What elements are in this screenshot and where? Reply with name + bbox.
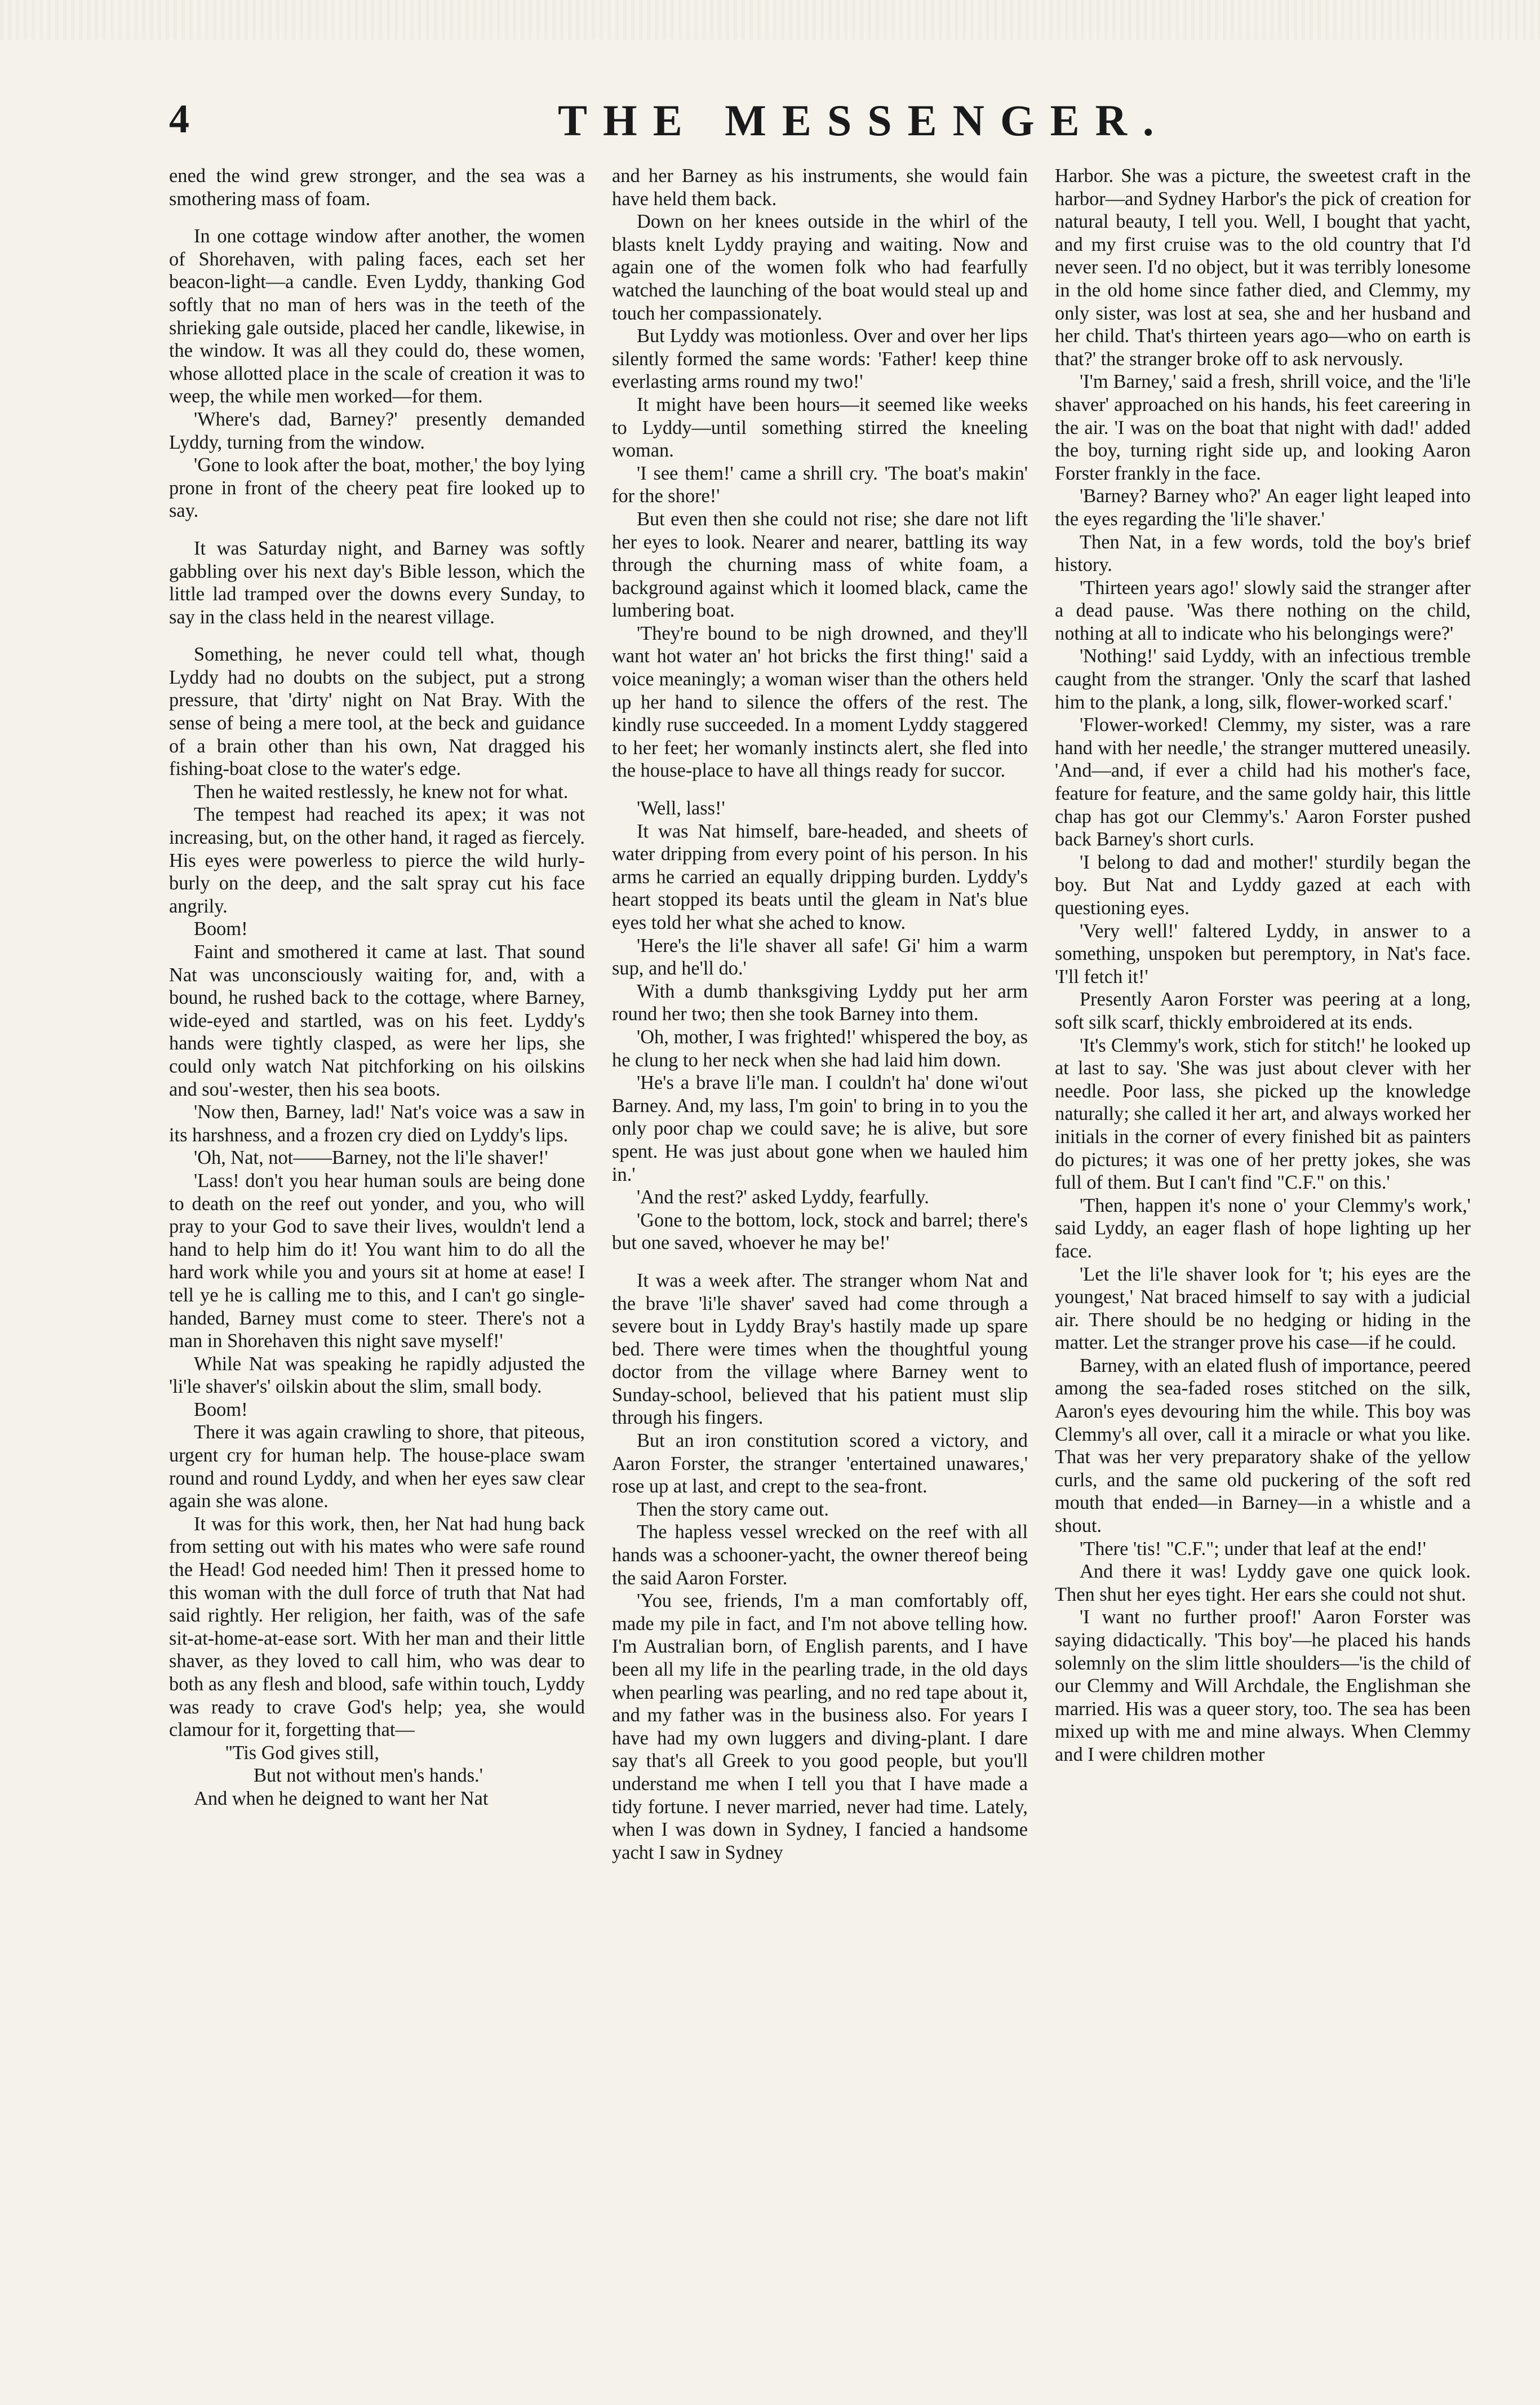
article-paragraph: 'Gone to the bottom, lock, stock and barrel; there's but one saved, whoever he may be!' [612,1209,1028,1254]
article-paragraph: 'Well, lass!' [637,798,725,820]
paper-title: THE MESSENGER. [558,96,1170,145]
article-paragraph: In one cottage window after another, the women of Shorehaven, with paling faces, each set her beacon-light—a candle. Even Lyddy, thanking God softly that no man of hers was in the teeth of the shrieking gale outside, placed her candle, likewise, in the window. It was all they could do, these women, whose allotted place in the scale of creation it was to weep, the while men worked—for them. [169,225,585,408]
article-paragraph: Harbor. She was a picture, the sweetest craft in the harbor—and Sydney Harbor's the pick of creation for natural beauty, I tell you. Well, I bought that yacht, and my first cruise was to the old country that I'd never seen. I'd no object, but it was terribly lonesome in the old home since father died, and Clemmy, my only sister, was lost at sea, she and her husband and her child. That's thirteen years ago—who on earth is that?' the stranger broke off to ask nervously. [1055,165,1471,370]
article-paragraph: It might have been hours—it seemed like weeks to Lyddy—until something stirred the kneeling woman. [612,393,1028,462]
article-paragraph: 'Oh, Nat, not——Barney, not the li'le shaver!' [194,1147,548,1169]
article-paragraph: 'Here's the li'le shaver all safe! Gi' him a warm sup, and he'll do.' [612,934,1028,980]
article-paragraph: Presently Aaron Forster was peering at a long, soft silk scarf, thickly embroidered at its ends. [1055,989,1471,1033]
article-paragraph: But an iron constitution scored a victory, and Aaron Forster, the stranger 'entertained unawares,' rose up at last, and crept to the sea-front. [612,1430,1028,1498]
article-paragraph: and her Barney as his instruments, she would fain have held them back. [612,165,1028,210]
article-paragraph: The hapless vessel wrecked on the reef with all hands was a schooner-yacht, the owner thereof being the said Aaron Forster. [612,1521,1028,1589]
article-paragraph: 'Oh, mother, I was frighted!' whispered the boy, as he clung to her neck when she had laid him down. [612,1026,1028,1071]
page-top-edge [0,0,1540,39]
article-paragraph: Then the story came out. [637,1498,829,1520]
article-paragraph: 'And the rest?' asked Lyddy, fearfully. [637,1186,929,1208]
article-paragraph: It was for this work, then, her Nat had hung back from setting out with his mates who were safe round the Head! God needed him! Then it pressed home to this woman with the dull force of truth that Nat had said rightly. Her religion, her faith, was of the safe sit-at-home-at-ease sort. With her man and their little shaver, as they loved to call him, who was dear to both as any flesh and blood, safe within touch, Lyddy was ready to crave God's help; yea, she would clamour for it, forgetting that— [169,1513,585,1741]
article-paragraph: 'Nothing!' said Lyddy, with an infectious tremble caught from the stranger. 'Only the scarf that lashed him to the plank, a long, silk, flower-worked scarf.' [1055,645,1471,713]
article-paragraph: 'Where's dad, Barney?' presently demanded Lyddy, turning from the window. [169,408,585,453]
article-paragraph: 'They're bound to be nigh drowned, and they'll want hot water an' hot bricks the first thing!' said a voice meaningly; a woman wiser than the others held up her hand to silence the offers of the rest. The kindly ruse succeeded. In a moment Lyddy staggered to her feet; her womanly instincts alert, she fled into the house-place to have all things ready for succor. [612,622,1028,782]
article-paragraph: Then he waited restlessly, he knew not for what. [194,781,569,803]
article-paragraph: 'Now then, Barney, lad!' Nat's voice was a saw in its harshness, and a frozen cry died on Lyddy's lips. [169,1101,585,1146]
article-paragraph: 'I'm Barney,' said a fresh, shrill voice, and the 'li'le shaver' approached on his hands, his feet careering in the air. 'I was on the boat that night with dad!' added the boy, turning right side up, and looking Aaron Forster frankly in the face. [1055,371,1471,484]
article-paragraph: And there it was! Lyddy gave one quick look. Then shut her eyes tight. Her ears she could not shut. [1055,1561,1471,1605]
article-paragraph: 'Flower-worked! Clemmy, my sister, was a rare hand with her needle,' the stranger muttered uneasily. 'And—and, if ever a child had his mother's face, feature for feature, and the same goldy hair, this little chap has got our Clemmy's.' Aaron Forster pushed back Barney's short curls. [1055,714,1471,851]
article-columns [169,165,1471,2391]
article-paragraph: 'Thirteen years ago!' slowly said the stranger after a dead pause. 'Was there nothing on the child, nothing at all to indicate who his belongings were?' [1055,577,1471,644]
article-paragraph: Faint and smothered it came at last. That sound Nat was unconsciously waiting for, and, with a bound, he rushed back to the cottage, where Barney, wide-eyed and startled, was on his feet. Lyddy's hands were tightly clasped, as were her lips, she could only watch Nat pitchforking on his oilskins and sou'-wester, then his sea boots. [169,941,585,1100]
article-paragraph: Something, he never could tell what, though Lyddy had no doubts on the subject, put a strong pressure, that 'dirty' night on Nat Bray. With the sense of being a mere tool, at the beck and guidance of a brain other than his own, Nat dragged his fishing-boat close to the water's edge. [169,644,585,780]
article-paragraph: ened the wind grew stronger, and the sea was a smothering mass of foam. [169,165,585,210]
article-paragraph: It was Nat himself, bare-headed, and sheets of water dripping from every point of his person. In his arms he carried an equally dripping burden. Lyddy's heart stopped its beats until the gleam in Nat's blue eyes told her what she ached to know. [612,820,1028,933]
article-paragraph: But even then she could not rise; she dare not lift her eyes to look. Nearer and nearer, battling its way through the churning mass of white foam, a background against which it loomed black, came the lumbering boat. [612,508,1028,622]
article-paragraph: Barney, with an elated flush of importance, peered among the sea-faded roses stitched on the silk, Aaron's eyes devouring him the while. This boy was Clemmy's all over, call it a miracle or what you like. That was her very preparatory shake of the yellow curls, and the same old puckering of the soft red mouth that ended—in Barney—in a whistle and a shout. [1055,1354,1471,1537]
article-paragraph: And when he deigned to want her Nat [194,1787,489,1809]
article-paragraph: There it was again crawling to shore, that piteous, urgent cry for human help. The house-place swam round and round Lyddy, and when her eyes saw clear again she was alone. [169,1421,585,1512]
article-paragraph: While Nat was speaking he rapidly adjusted the 'li'le shaver's' oilskin about the slim, small body. [169,1353,585,1398]
article-paragraph: 'I want no further proof!' Aaron Forster was saying didactically. 'This boy'—he placed his hands solemnly on the slim little shoulders—'is the child of our Clemmy and Will Archdale, the Englishman she married. His was a queer story, too. The sea has been mixed up with me and mine always. When Clemmy and I were children mother [1055,1606,1471,1765]
masthead [169,96,1521,172]
article-paragraph: Down on her knees outside in the whirl of the blasts knelt Lyddy praying and waiting. Now and again one of the women folk who had fearfully watched the launching of the boat would steal up and touch her compassionately. [612,211,1028,324]
article-paragraph: Then Nat, in a few words, told the boy's brief history. [1055,531,1471,576]
article-paragraph: 'Lass! don't you hear human souls are being done to death on the reef out yonder, and you, who will pray to your God to save their lives, wouldn't lend a hand to help him do it! You want him to do all the hard work while you and yours sit at home at ease! I tell ye he is calling me to this, and I can't go single-handed, Barney must come to steer. There's not a man in Shorehaven this night save myself!' [169,1170,585,1352]
article-paragraph: But not without men's hands.' [254,1765,483,1787]
article-paragraph: 'Very well!' faltered Lyddy, in answer to a something, unspoken but peremptory, in Nat's face. 'I'll fetch it!' [1055,920,1471,987]
article-paragraph: 'You see, friends, I'm a man comfortably off, made my pile in fact, and I'm not above telling how. I'm Australian born, of English parents, and I have been all my life in the pearling trade, in the old days when pearling was pearling, and no red tape about it, and my father was in the business also. For years I have had my own luggers and diving-plant. I dare say that's all Greek to you good people, but you'll understand me when I tell you that I have made a tidy fortune. I never married, never had time. Lately, when I was down in Sydney, I fancied a handsome yacht I saw in Sydney [612,1590,1028,1863]
article-paragraph: 'I belong to dad and mother!' sturdily began the boy. But Nat and Lyddy gazed at each with questioning eyes. [1055,851,1471,919]
article-paragraph: It was a week after. The stranger whom Nat and the brave 'li'le shaver' saved had come through a severe bout in Lyddy Bray's hastily made up spare bed. There were times when the thoughtful young doctor from the village where Barney went to Sunday-school, believed that his patient must slip through his fingers. [612,1269,1028,1429]
article-paragraph: The tempest had reached its apex; it was not increasing, but, on the other hand, it raged as fiercely. His eyes were powerless to pierce the wild hurly-burly on the deep, and the salt spray cut his face angrily. [169,804,585,917]
column-3 [1055,165,1471,2391]
article-paragraph: 'I see them!' came a shrill cry. 'The boat's makin' for the shore!' [612,462,1028,507]
page-number: 4 [169,96,189,141]
article-paragraph: 'Then, happen it's none o' your Clemmy's work,' said Lyddy, an eager flash of hope lighting up her face. [1055,1194,1471,1262]
column-1 [169,165,585,2391]
article-paragraph: 'There 'tis! "C.F."; under that leaf at the end!' [1080,1538,1426,1560]
article-paragraph: Boom! [194,918,248,940]
article-paragraph: 'Let the li'le shaver look for 't; his eyes are the youngest,' Nat braced himself to say with a judicial air. There should be no hedging or hiding in the matter. Let the stranger prove his case—if he could. [1055,1263,1471,1354]
article-paragraph: 'He's a brave li'le man. I couldn't ha' done wi'out Barney. And, my lass, I'm goin' to bring in to you the only poor chap we could save; he is alive, but sore spent. He was just about gone when we hauled him in.' [612,1072,1028,1185]
article-paragraph: 'Barney? Barney who?' An eager light leaped into the eyes regarding the 'li'le shaver.' [1055,485,1471,530]
article-paragraph: 'Gone to look after the boat, mother,' the boy lying prone in front of the cheery peat fire looked up to say. [169,454,585,522]
article-paragraph: It was Saturday night, and Barney was softly gabbling over his next day's Bible lesson, which the little lad tramped over the downs every Sunday, to say in the class held in the nearest village. [169,537,585,628]
article-paragraph: ''Tis God gives still, [225,1742,379,1764]
article-paragraph: But Lyddy was motionless. Over and over her lips silently formed the same words: 'Father! keep thine everlasting arms round my two!' [612,325,1028,393]
article-paragraph: 'It's Clemmy's work, stich for stitch!' he looked up at last to say. 'She was just about clever with her needle. Poor lass, she picked up the knowledge naturally; she called it her art, and always worked her initials in the corner of every finished bit as painters do pictures; it was one of her pretty jokes, she was full of them. But I can't find "C.F." on this.' [1055,1034,1471,1194]
article-paragraph: With a dumb thanksgiving Lyddy put her arm round her two; then she took Barney into them. [612,980,1028,1025]
article-paragraph: Boom! [194,1398,248,1420]
column-2 [612,165,1028,2391]
